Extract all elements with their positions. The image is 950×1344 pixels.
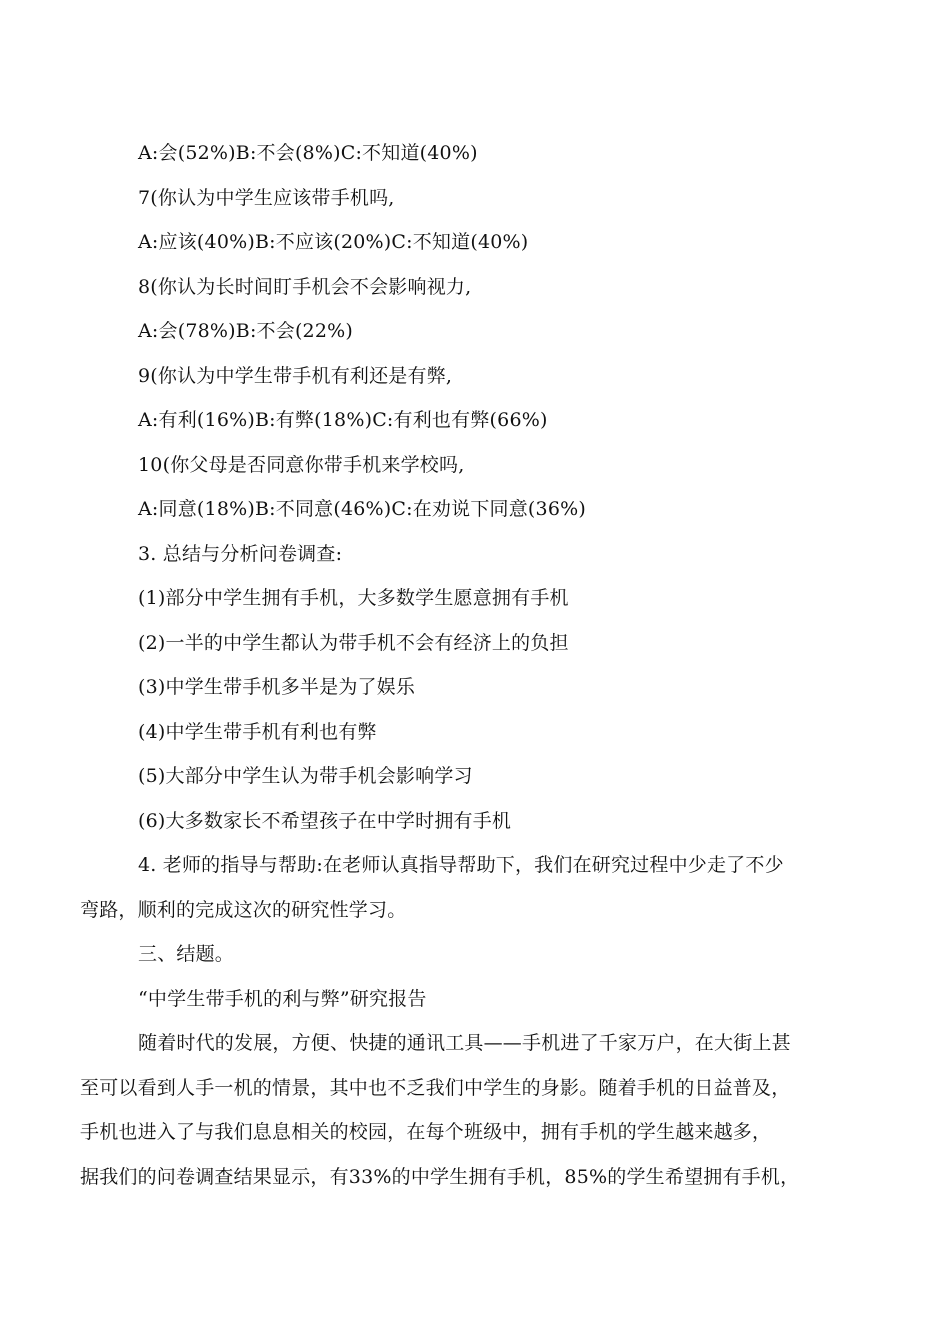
- paragraph-line: 随着时代的发展，方便、快捷的通讯工具——手机进了千家万户，在大街上甚: [138, 1032, 791, 1054]
- section-heading: 3. 总结与分析问卷调查:: [138, 543, 343, 565]
- section-heading: 4. 老师的指导与帮助:在老师认真指导帮助下，我们在研究过程中少走了不少: [138, 854, 784, 876]
- question-8: 8(你认为长时间盯手机会不会影响视力,: [138, 276, 472, 298]
- paragraph-line: 至可以看到人手一机的情景，其中也不乏我们中学生的身影。随着手机的日益普及，: [80, 1077, 791, 1099]
- text-line: A:会(52%)B:不会(8%)C:不知道(40%): [138, 142, 478, 164]
- summary-item: (3)中学生带手机多半是为了娱乐: [138, 676, 416, 698]
- report-title: “中学生带手机的利与弊”研究报告: [138, 988, 427, 1010]
- paragraph-line: 手机也进入了与我们息息相关的校园，在每个班级中，拥有手机的学生越来越多，: [80, 1121, 772, 1143]
- text-line: A:会(78%)B:不会(22%): [138, 320, 353, 342]
- text-line: A:同意(18%)B:不同意(46%)C:在劝说下同意(36%): [138, 498, 586, 520]
- question-9: 9(你认为中学生带手机有利还是有弊,: [138, 365, 453, 387]
- summary-item: (2)一半的中学生都认为带手机不会有经济上的负担: [138, 632, 569, 654]
- summary-item: (5)大部分中学生认为带手机会影响学习: [138, 765, 473, 787]
- paragraph-line: 据我们的问卷调查结果显示，有33%的中学生拥有手机，85%的学生希望拥有手机，: [80, 1166, 800, 1188]
- summary-item: (1)部分中学生拥有手机，大多数学生愿意拥有手机: [138, 587, 569, 609]
- text-line: 弯路，顺利的完成这次的研究性学习。: [80, 899, 407, 921]
- section-heading: 三、结题。: [138, 943, 235, 965]
- summary-item: (6)大多数家长不希望孩子在中学时拥有手机: [138, 810, 512, 832]
- question-7: 7(你认为中学生应该带手机吗,: [138, 187, 395, 209]
- text-line: A:有利(16%)B:有弊(18%)C:有利也有弊(66%): [138, 409, 548, 431]
- summary-item: (4)中学生带手机有利也有弊: [138, 721, 377, 743]
- question-10: 10(你父母是否同意你带手机来学校吗,: [138, 454, 465, 476]
- text-line: A:应该(40%)B:不应该(20%)C:不知道(40%): [138, 231, 529, 253]
